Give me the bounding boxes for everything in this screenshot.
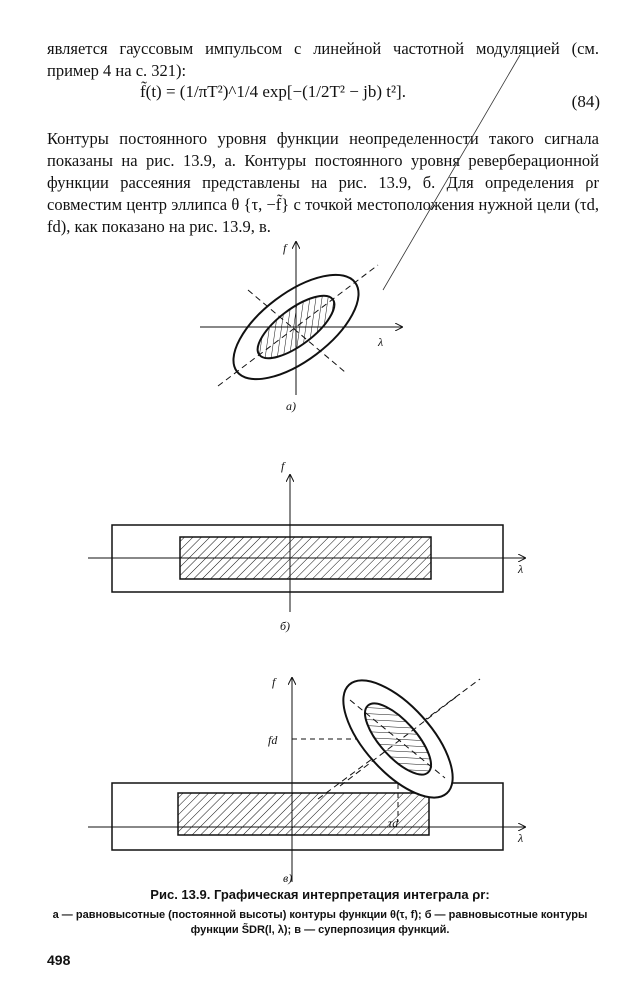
label-f-a: f — [283, 241, 287, 255]
scan-line — [383, 55, 520, 290]
figure-caption-body: а — равновысотные (постоянной высоты) контуры функции θ(τ, f); б — равновысотные контуры функции S̃DR(l, λ); в — суперпозиция функций. — [52, 909, 588, 936]
label-f-c: f — [272, 675, 276, 689]
label-a: а) — [286, 399, 296, 413]
label-fd: fd — [268, 733, 278, 747]
label-lambda-c: λ — [518, 831, 524, 845]
label-lambda-a: λ — [378, 335, 384, 349]
figure-caption-title: Рис. 13.9. Графическая интерпретация интеграла ρr: — [150, 887, 490, 902]
inner-rect-b — [180, 537, 431, 579]
body-text: Контуры постоянного уровня функции неопределенности такого сигнала показаны на рис. 13.9, а. Контуры постоянного уровня реверберационной функции рассеяния представлены на рис. 13.9, б. Для определения ρr совместим центр эллипса θ {τ, −f̃} с точкой местоположения нужной цели (τd, fd), как показано на рис. 13.9, в. — [47, 129, 599, 236]
panel-c — [88, 663, 525, 885]
panel-a — [200, 241, 402, 413]
intro-text: является гауссовым импульсом с линейной частотной модуляцией (см. пример 4 на с. 321): — [47, 39, 599, 80]
equation-number: (84) — [571, 92, 600, 111]
label-lambda-b: λ — [518, 562, 524, 576]
page-number: 498 — [47, 952, 71, 968]
label-b: б) — [280, 619, 291, 633]
equation-formula: f̃(t) = (1/πT²)^1/4 exp[−(1/2T² − jb) t²]. — [140, 82, 406, 101]
label-f-b: f — [281, 459, 285, 473]
panel-b — [88, 459, 525, 633]
label-c: в) — [283, 871, 293, 885]
label-td: τd — [388, 816, 399, 830]
